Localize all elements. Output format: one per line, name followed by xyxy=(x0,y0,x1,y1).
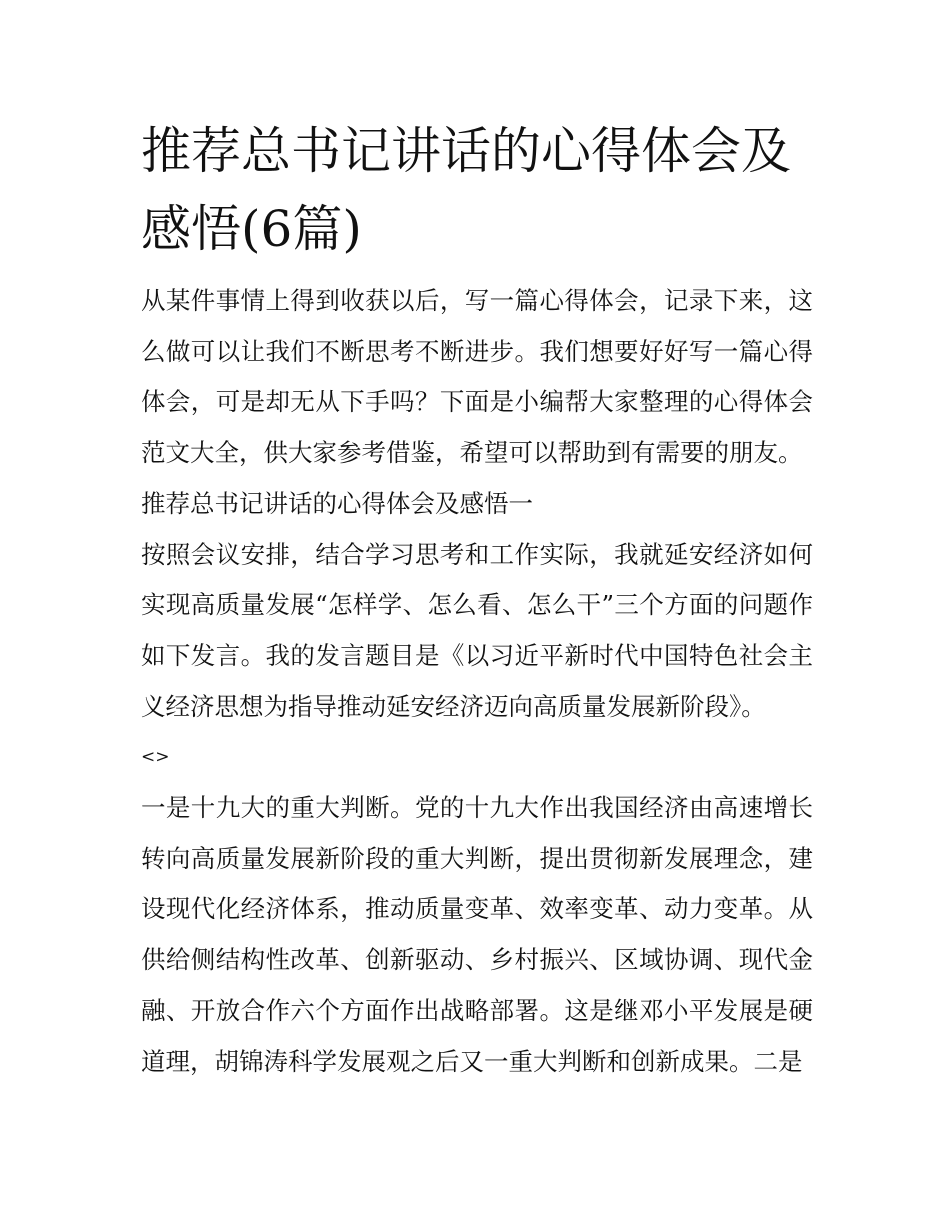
document-title: 推荐总书记讲话的心得体会及感悟(6篇) xyxy=(141,122,791,258)
document-page xyxy=(141,112,813,1087)
intro-paragraph: 从某件事情上得到收获以后，写一篇心得体会，记录下来，这么做可以让我们不断思考不断进步。我们想要好好写一篇心得体会，可是却无从下手吗？下面是小编帮大家整理的心得体会范文大全，供大家参考借鉴，希望可以帮助到有需要的朋友。 xyxy=(141,286,813,468)
body-paragraph-2: 一是十九大的重大判断。党的十九大作出我国经济由高速增长转向高质量发展新阶段的重大判断，提出贯彻新发展理念，建设现代化经济体系，推动质量变革、效率变革、动力变革。从供给侧结构性改革、创新驱动、乡村振兴、区域协调、现代金融、开放合作六个方面作出战略部署。这是继邓小平发展是硬道理，胡锦涛科学发展观之后又一重大判断和创新成果。二是 xyxy=(141,793,813,1076)
section-heading: 推荐总书记讲话的心得体会及感悟一 xyxy=(141,488,533,518)
marker-text: <> xyxy=(141,747,170,768)
body-paragraph-1: 按照会议安排，结合学习思考和工作实际，我就延安经济如何实现高质量发展“怎样学、怎么看、怎么干”三个方面的问题作如下发言。我的发言题目是《以习近平新时代中国特色社会主义经济思想为指导推动延安经济迈向高质量发展新阶段》。 xyxy=(141,539,813,721)
